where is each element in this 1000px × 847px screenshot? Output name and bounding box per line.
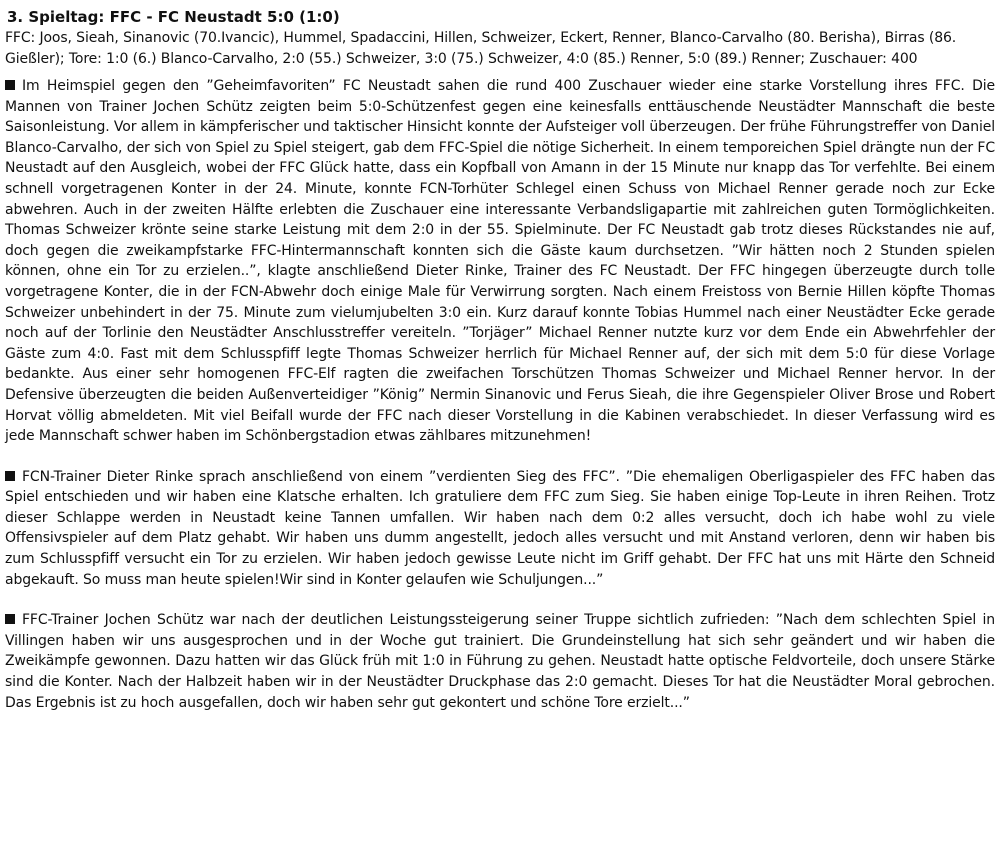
square-bullet-icon xyxy=(5,471,15,481)
lineup-and-goals: FFC: Joos, Sieah, Sinanovic (70.Ivancic), Hummel, Spadaccini, Hillen, Schweizer, Eckert, Renner, Blanco-Carvalho (80. Berisha), Birras (86. Gießler); Tore: 1:0 (6.) Blanco-Carvalho, 2:0 (55.) Schweizer, 3:0 (75.) Schweizer, 4:0 (85.) Renner, 5:0 (89.) Renner; Zuschauer: 400 xyxy=(5,30,957,67)
paragraph-text: FFC-Trainer Jochen Schütz war nach der deutlichen Leistungssteigerung seiner Truppe sichtlich zufrieden: ”Nach dem schlechten Spiel in Villingen haben wir uns ausgesprochen und in der Woche gut trainiert. Die Grundeinstellung hat sich sehr geändert und wir haben die Zweikämpfe gewonnen. Dazu hatten wir das Glück früh mit 1:0 in Führung zu gehen. Neustadt hatte optische Feldvorteile, doch unsere Stärke sind die Konter. Nach der Halbzeit haben wir in der Neustädter Druckphase das 2:0 gemacht. Dieses Tor hat die Neustädter Moral gebrochen. Das Ergebnis ist zu hoch ausgefallen, doch wir haben sehr gut gekontert und schöne Tore erzielt...” xyxy=(5,612,995,711)
coach-quote-paragraph xyxy=(5,467,995,591)
square-bullet-icon xyxy=(5,614,15,624)
square-bullet-icon xyxy=(5,80,15,90)
match-title: 3. Spieltag: FFC - FC Neustadt 5:0 (1:0) xyxy=(7,8,340,26)
match-report xyxy=(5,6,995,713)
coach-quote-paragraph xyxy=(5,610,995,713)
paragraph-text: Im Heimspiel gegen den ”Geheimfavoriten” FC Neustadt sahen die rund 400 Zuschauer wieder eine starke Vorstellung ihres FFC. Die Mannen von Trainer Jochen Schütz zeigten beim 5:0-Schützenfest gegen eine keinesfalls enttäuschende Neustädter Mannschaft die beste Saisonleistung. Vor allem in kämpferischer und taktischer Hinsicht konnte der Aufsteiger voll überzeugen. Der frühe Führungstreffer von Daniel Blanco-Carvalho, der sich von Spiel zu Spiel steigert, gab dem FFC-Spiel die nötige Sicherheit. In einem temporeichen Spiel drängte nun der FC Neustadt auf den Ausgleich, wobei der FFC Glück hatte, dass ein Kopfball von Amann in der 15 Minute nur knapp das Tor verfehlte. Bei einem schnell vorgetragenen Konter in der 24. Minute, konnte FCN-Torhüter Schlegel einen Schuss von Michael Renner gerade noch zur Ecke abwehren. Auch in der zweiten Hälfte erlebten die Zuschauer eine interessante Verbandsligapartie mit zahlreichen guten Tormöglichkeiten. Thomas Schweizer krönte seine starke Leistung mit dem 2:0 in der 55. Spielminute. Der FC Neustadt gab trotz dieses Rückstandes nie auf, doch gegen die zweikampfstarke FFC-Hintermannschaft konnten sich die Gäste kaum durchsetzen. ”Wir hätten noch 2 Stunden spielen können, ohne ein Tor zu erzielen..”, klagte anschließend Dieter Rinke, Trainer des FC Neustadt. Der FFC hingegen überzeugte durch tolle vorgetragene Konter, die in der FCN-Abwehr doch einige Male für Verwirrung sorgten. Nach einem Freistoss von Bernie Hillen köpfte Thomas Schweizer unbehindert in der 75. Minute zum vielumjubelten 3:0 ein. Kurz darauf konnte Tobias Hummel nach einer Neustädter Ecke gerade noch auf der Torlinie den Neustädter Anschlusstreffer vereiteln. ”Torjäger” Michael Renner nutzte kurz vor dem Ende ein Abwehrfehler der Gäste zum 4:0. Fast mit dem Schlusspfiff legte Thomas Schweizer herrlich für Michael Renner auf, der sich mit dem 5:0 für diese Vorlage bedankte. Aus einer sehr homogenen FFC-Elf ragten die zweifachen Torschützen Thomas Schweizer und Michael Renner hervor. In der Defensive überzeugten die beiden Außenverteidiger ”König” Nermin Sinanovic und Ferus Sieah, die ihre Gegenspieler Oliver Brose und Robert Horvat völlig abmeldeten. Mit viel Beifall wurde der FFC nach dieser Vorstellung in die Kabinen verabschiedet. In dieser Verfassung wird es jede Mannschaft schwer haben im Schönbergstadion etwas zählbares mitzunehmen! xyxy=(5,78,995,445)
report-paragraph xyxy=(5,76,995,447)
paragraph-text: FCN-Trainer Dieter Rinke sprach anschließend von einem ”verdienten Sieg des FFC”. ”Die ehemaligen Oberligaspieler des FFC haben das Spiel entschieden und wir haben eine Klatsche erhalten. Ich gratuliere dem FFC zum Sieg. Sie haben einige Top-Leute in ihren Reihen. Trotz dieser Schlappe werden in Neustadt keine Tannen umfallen. Wir haben nach dem 0:2 alles versucht, doch ich habe wohl zu viele Offensivspieler auf dem Platz gehabt. Wir haben uns dumm angestellt, jedoch alles versucht und mit Anstand verloren, denn wir haben bis zum Schlusspfiff versucht ein Tor zu erzielen. Wir haben jedoch gewisse Leute nicht im Griff gehabt. Der FFC hat uns mit Härte den Schneid abgekauft. So muss man heute spielen!Wir sind in Konter gelaufen wie Schuljungen...” xyxy=(5,468,995,588)
